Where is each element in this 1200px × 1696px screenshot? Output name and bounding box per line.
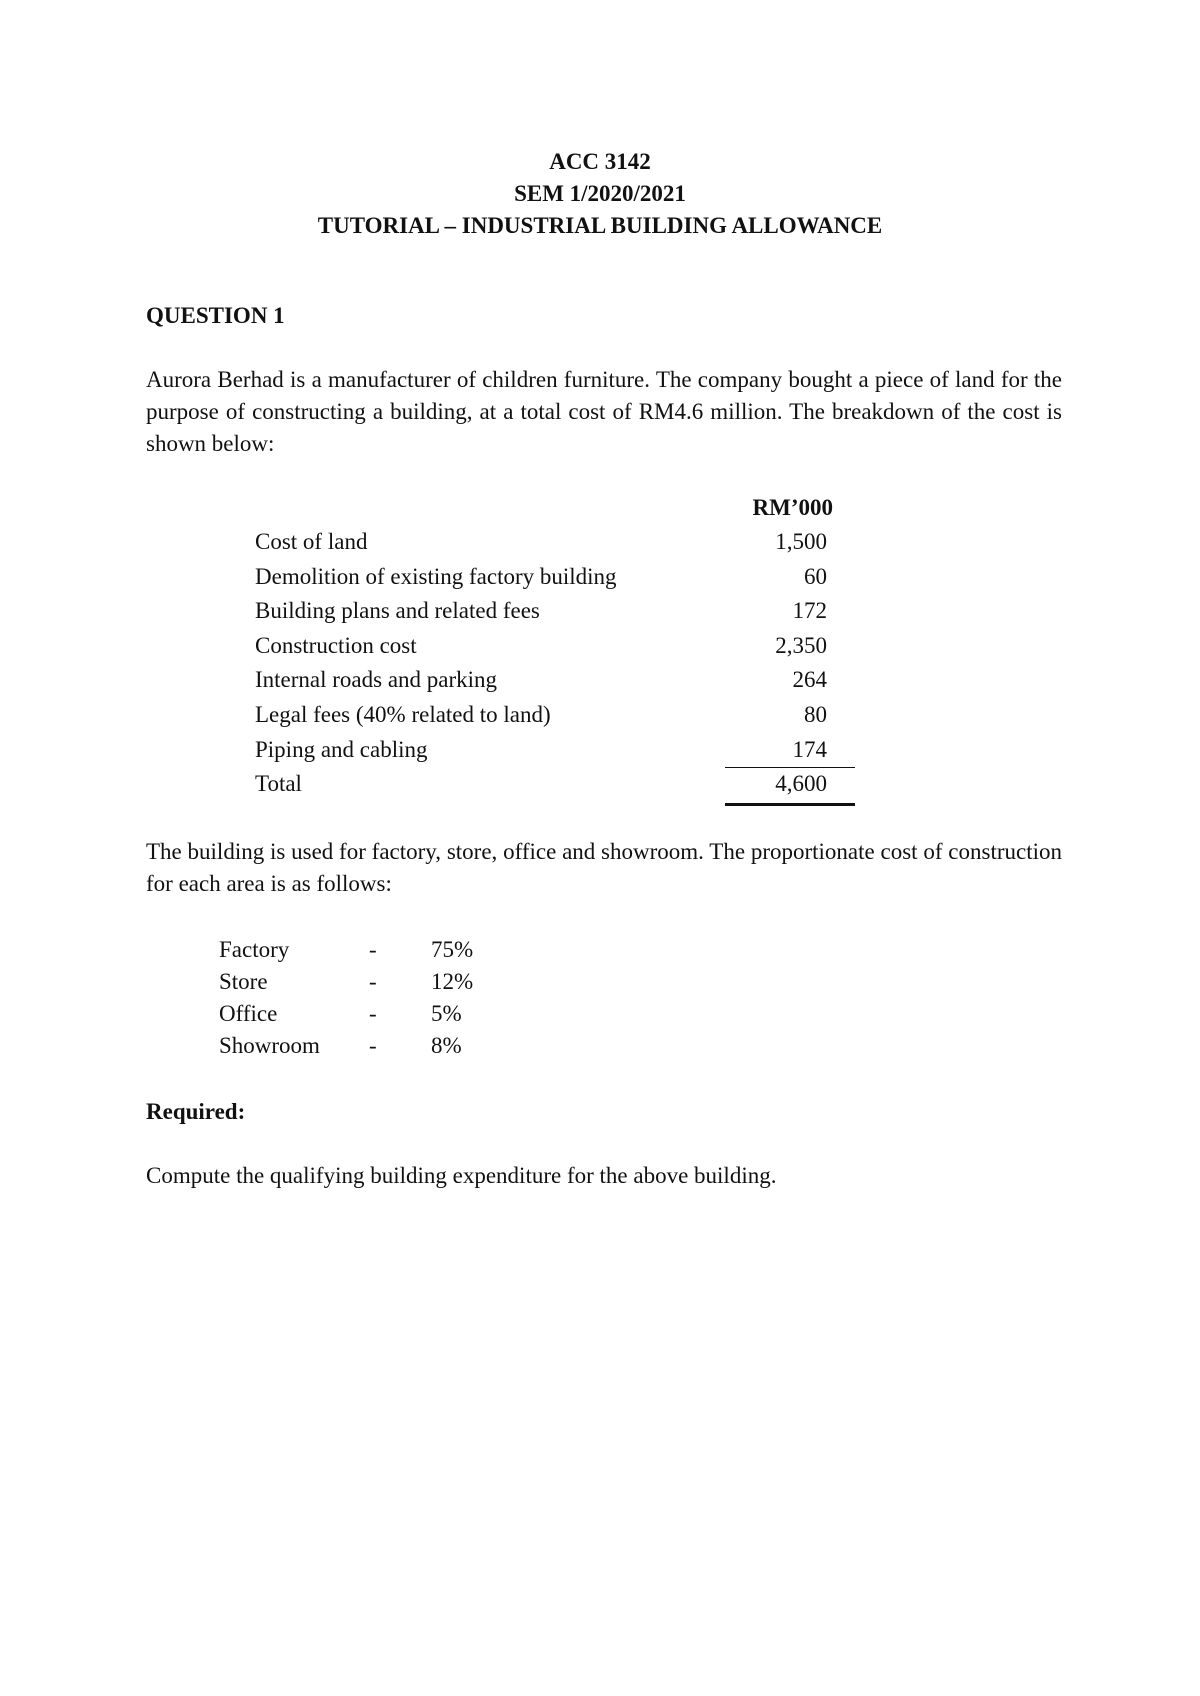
cost-breakdown-table	[255, 492, 855, 803]
course-code: ACC 3142	[549, 149, 651, 174]
cost-row	[255, 561, 855, 596]
question-intro: Aurora Berhad is a manufacturer of children furniture. The company bought a piece of land for the purpose of constructing a building, at a total cost of RM4.6 million. The breakdown of the cost is shown below:	[146, 367, 1062, 456]
area-dash: -	[369, 1001, 377, 1026]
cost-value: 1,500	[775, 529, 827, 554]
cost-row	[255, 630, 855, 665]
document-header	[0, 146, 1200, 242]
area-name: Showroom	[219, 1033, 320, 1058]
area-name: Store	[219, 969, 268, 994]
total-label: Total	[255, 771, 302, 797]
area-dash: -	[369, 937, 377, 962]
total-double-rule	[725, 803, 855, 806]
cost-label: Demolition of existing factory building	[255, 563, 617, 589]
cost-value: 60	[804, 563, 827, 589]
cost-label: Legal fees (40% related to land)	[255, 701, 551, 727]
required-task: Compute the qualifying building expenditure for the above building.	[146, 1163, 777, 1188]
cost-value: 2,350	[775, 632, 827, 658]
list-item	[219, 934, 519, 966]
cost-label: Piping and cabling	[255, 736, 428, 762]
total-row	[255, 768, 855, 803]
cost-value: 80	[804, 701, 827, 727]
cost-label: Building plans and related fees	[255, 598, 540, 624]
required-heading: Required:	[146, 1099, 246, 1124]
cost-label: Construction cost	[255, 632, 417, 658]
list-item	[219, 998, 519, 1030]
cost-label: Internal roads and parking	[255, 667, 498, 693]
unit-header: RM’000	[752, 495, 833, 520]
usage-text: The building is used for factory, store, office and showroom. The proportionate cost of construction for each area is as follows:	[146, 839, 1062, 896]
semester: SEM 1/2020/2021	[514, 181, 686, 206]
cost-value: 172	[792, 598, 827, 624]
area-percent: 8%	[431, 1033, 462, 1058]
area-name: Factory	[219, 937, 290, 962]
cost-row	[255, 699, 855, 734]
area-dash: -	[369, 1033, 377, 1058]
proportion-list	[219, 934, 519, 1062]
list-item	[219, 966, 519, 998]
area-percent: 5%	[431, 1001, 462, 1026]
question-title: QUESTION 1	[146, 303, 285, 328]
list-item	[219, 1030, 519, 1062]
cost-table-header	[255, 492, 855, 526]
area-name: Office	[219, 1001, 278, 1026]
cost-row	[255, 734, 855, 769]
tutorial-title: TUTORIAL – INDUSTRIAL BUILDING ALLOWANCE	[317, 213, 883, 238]
cost-label: Cost of land	[255, 529, 368, 554]
area-dash: -	[369, 969, 377, 994]
cost-row	[255, 526, 855, 561]
area-percent: 75%	[431, 937, 474, 962]
cost-row	[255, 595, 855, 630]
cost-value: 264	[792, 667, 827, 693]
cost-row	[255, 664, 855, 699]
cost-value: 174	[792, 736, 827, 762]
total-value: 4,600	[775, 771, 827, 797]
area-percent: 12%	[431, 969, 474, 994]
